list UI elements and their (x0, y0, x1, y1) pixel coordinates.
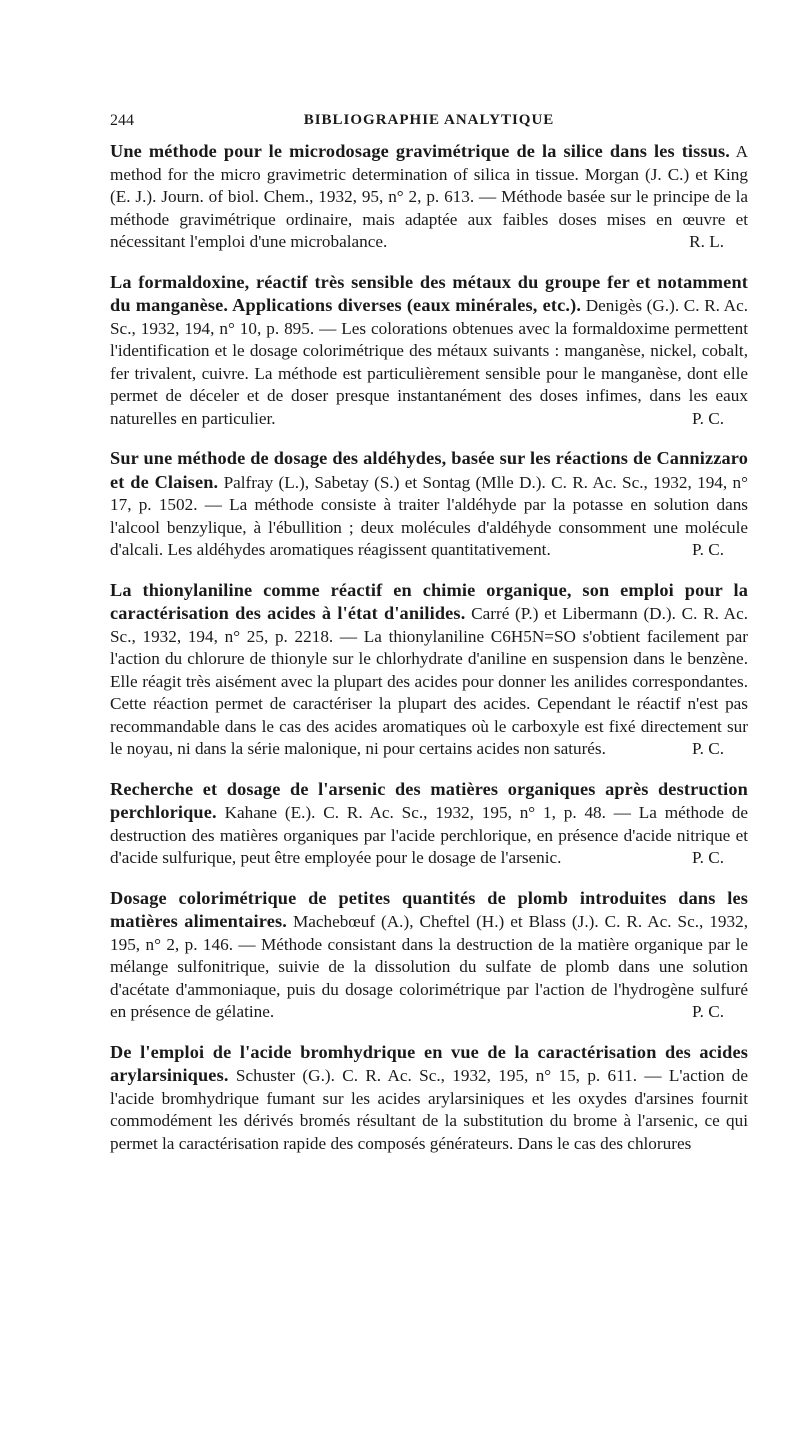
entry-arsenic-perchloric (110, 778, 748, 870)
entry-title: Recherche et dosage de l'arsenic des matières organiques après destruction perchlorique. (110, 778, 748, 822)
page-number: 244 (110, 112, 134, 129)
entry-body: Machebœuf (A.), Cheftel (H.) et Blass (J.). C. R. Ac. Sc., 1932, 195, n° 2, p. 146. — Méthode consistant dans la destruction de la matière organique par le mélange sulfonitrique, suivie de la dissolution du sulfate de plomb dans une solution d'acétate d'ammoniaque, puis du dosage colorimétrique par l'action de l'hydrogène sulfuré en présence de gélatine. (110, 912, 749, 1021)
entry-title: La formaldoxine, réactif très sensible des métaux du groupe fer et notamment du manganèse. Applications diverses (eaux minérales, etc.). (110, 271, 748, 315)
entry-body: Palfray (L.), Sabetay (S.) et Sontag (Mlle D.). C. R. Ac. Sc., 1932, 194, n° 17, p. 1502. — La méthode consiste à traiter l'aldéhyde par la potasse en solution dans l'alcool benzylique, à l'ébullition ; deux molécules d'aldéhyde consomment une molécule d'alcali. Les aldéhydes aromatiques réagissent quantitativement. (110, 472, 748, 559)
running-head (110, 106, 748, 136)
entry-title: La thionylaniline comme réactif en chimie organique, son emploi pour la caractérisation des acides à l'état d'anilides. (110, 579, 748, 623)
entry-title: Dosage colorimétrique de petites quantités de plomb introduites dans les matières alimentaires. (110, 887, 748, 931)
bibliography-entries (110, 140, 748, 1155)
entry-initials: P. C. (691, 540, 724, 559)
entry-initials: R. L. (689, 232, 724, 251)
entry-thionylaniline (110, 579, 748, 761)
entry-formaldoxine (110, 271, 748, 431)
running-title: BIBLIOGRAPHIE ANALYTIQUE (303, 112, 555, 128)
entry-body: A method for the micro gravimetric determination of silica in tissue. Morgan (J. C.) et King (E. J.). Journ. of biol. Chem., 1932, 95, n° 2, p. 613. — Méthode basée sur le principe de la méthode gravimétrique ordinaire, mais adaptée aux faibles doses mises en œuvre et nécessitant l'emploi d'une microbalance. (110, 142, 748, 251)
entry-initials: P. C. (691, 848, 724, 867)
entry-initials: P. C. (691, 1002, 724, 1021)
entry-body: Kahane (E.). C. R. Ac. Sc., 1932, 195, n° 1, p. 48. — La méthode de destruction des matières organiques par l'acide perchlorique, en présence d'acide nitrique et d'acide sulfurique, peut être employée pour le dosage de l'arsenic. (110, 803, 749, 867)
entry-title: Une méthode pour le microdosage gravimétrique de la silice dans les tissus. (110, 141, 730, 161)
entry-silica-microdosage (110, 140, 748, 254)
journal-page (0, 106, 800, 1446)
entry-title: Sur une méthode de dosage des aldéhydes, basée sur les réactions de Cannizzaro et de Claisen. (110, 448, 748, 492)
entry-initials: P. C. (691, 408, 724, 428)
entry-hydrobromic-acid (110, 1041, 748, 1156)
entry-aldehydes (110, 447, 748, 562)
entry-initials: P. C. (691, 739, 724, 758)
entry-body: Denigès (G.). C. R. Ac. Sc., 1932, 194, n° 10, p. 895. — Les colorations obtenues avec la formaldoxime permettent l'identification et le dosage colorimétrique des métaux suivants : manganèse, nickel, cobalt, fer trivalent, cuivre. La méthode est particulièrement sensible pour le manganèse, dont elle permet de déceler et de doser presque instantanément des doses infimes, dans les eaux naturelles en particulier. (110, 296, 748, 428)
entry-lead-colorimetric (110, 887, 748, 1024)
entry-body: Schuster (G.). C. R. Ac. Sc., 1932, 195, n° 15, p. 611. — L'action de l'acide bromhydrique fumant sur les acides arylarsiniques et les oxydes d'arsines fournit commodément les dérivés bromés résultant de la substitution du brome à l'arsenic, ce qui permet la caractérisation rapide des composés générateurs. Dans le cas des chlorures (110, 1066, 748, 1153)
entry-title: De l'emploi de l'acide bromhydrique en vue de la caractérisation des acides arylarsiniques. (110, 1041, 748, 1085)
entry-body: Carré (P.) et Libermann (D.). C. R. Ac. Sc., 1932, 194, n° 25, p. 2218. — La thionylaniline C6H5N=SO s'obtient facilement par l'action du chlorure de thionyle sur le chlorhydrate d'aniline en suspension dans le benzène. Elle réagit très aisément avec la plupart des acides pour donner les anilides correspondantes. Cette réaction permet de caractériser la plupart des acides. Cependant le réactif n'est pas recommandable dans le cas des acides aromatiques où le carboxyle est fixé directement sur le noyau, ni dans la série malonique, ni pour certains acides non saturés. (110, 604, 748, 758)
